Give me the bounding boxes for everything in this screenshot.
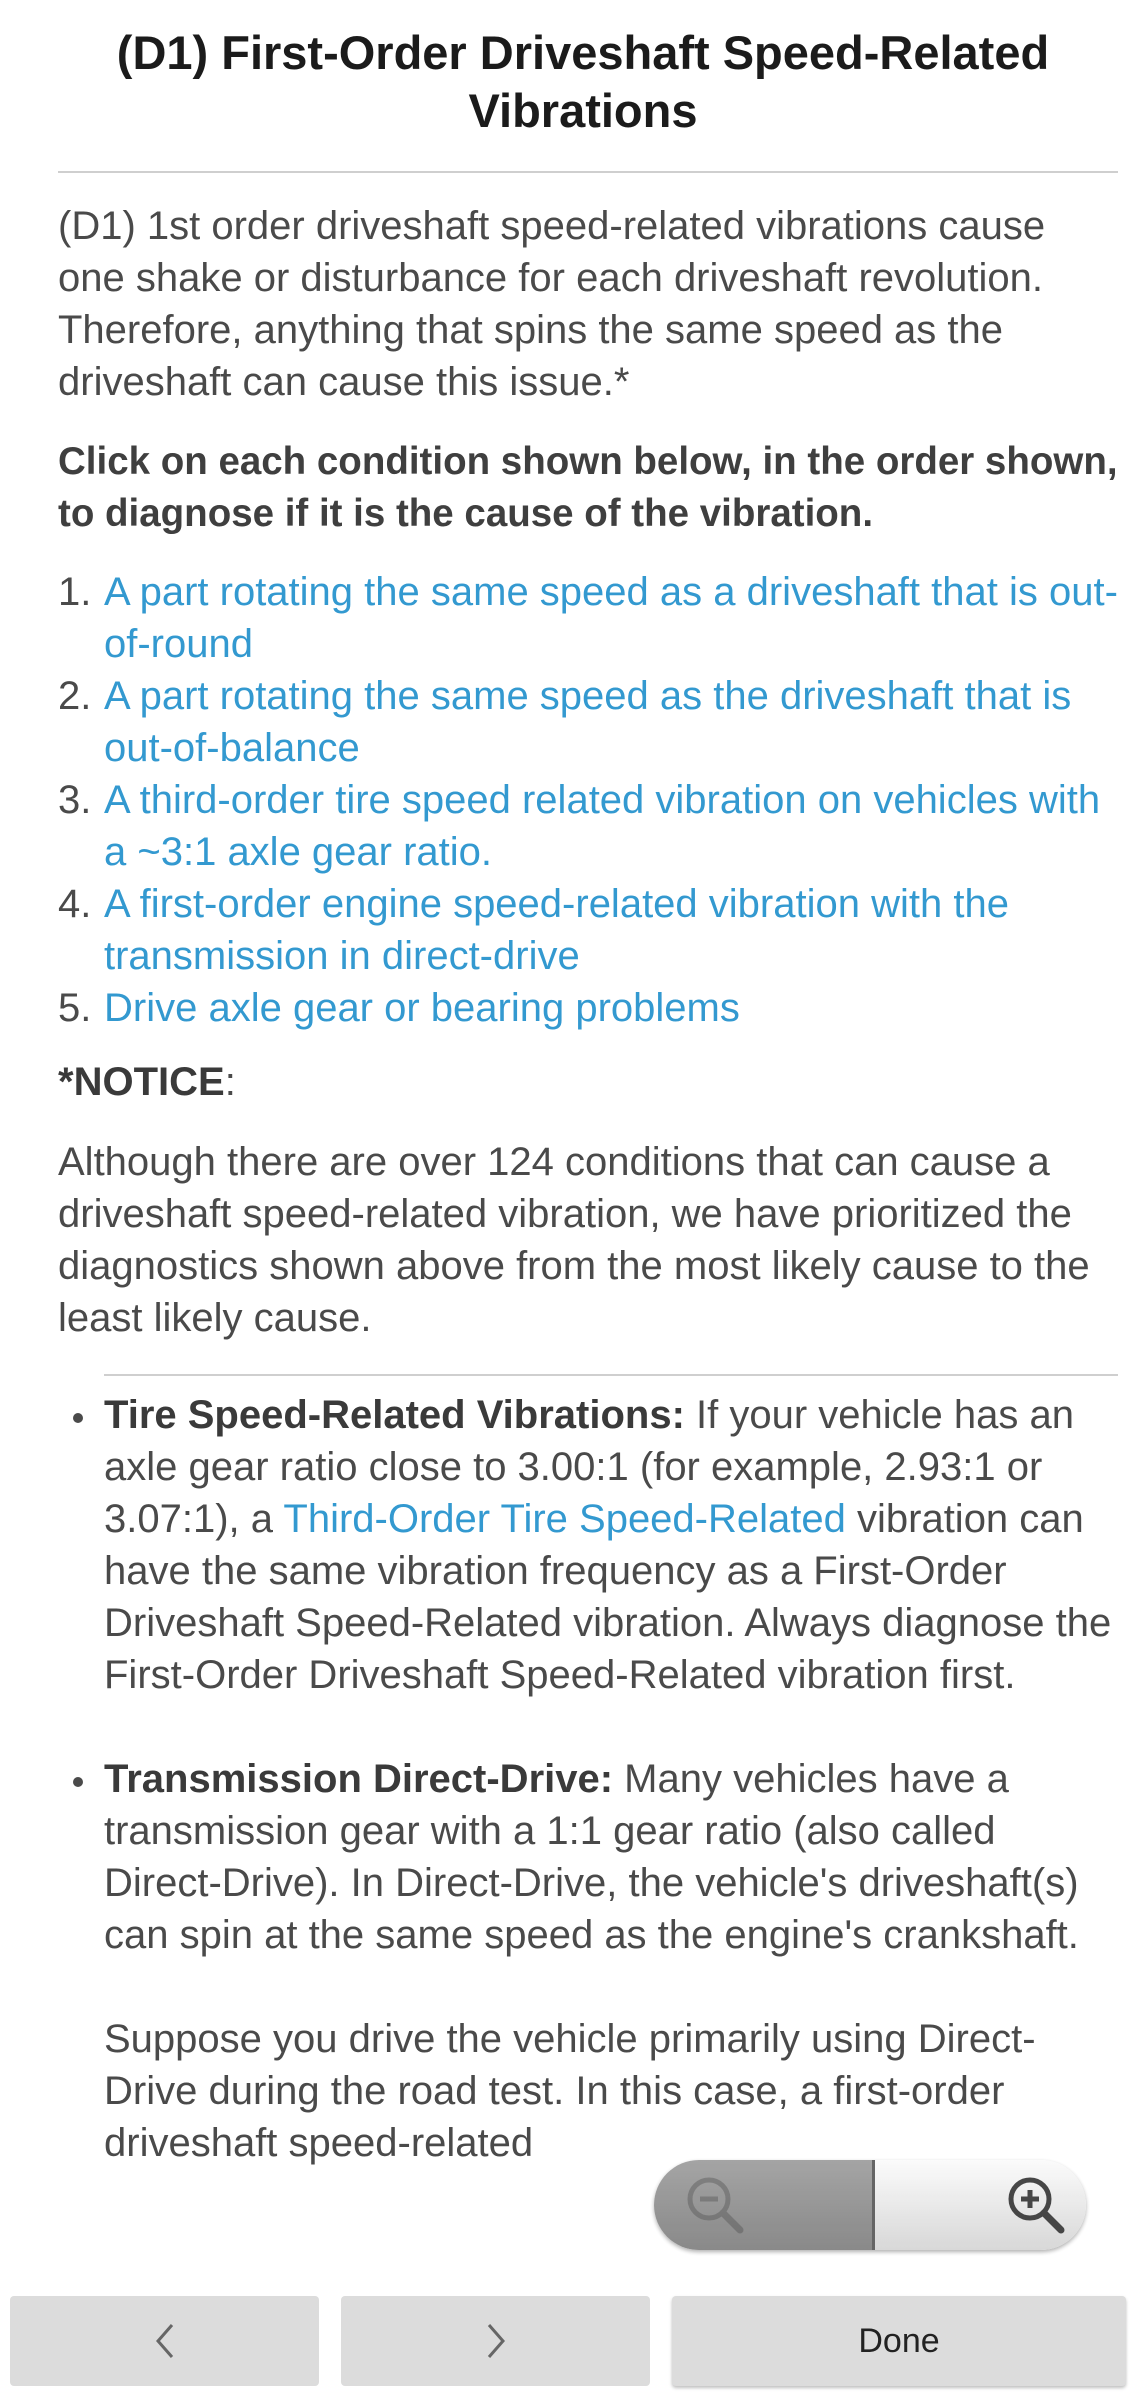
list-number: 1. [58,570,92,614]
list-item [58,878,1118,982]
list-item [58,670,1118,774]
bullet-heading: Transmission Direct-Drive: [104,1757,614,1801]
list-item [58,982,1118,1034]
zoom-in-icon [1005,2174,1067,2236]
previous-button[interactable] [10,2296,319,2386]
chevron-right-icon [485,2321,507,2361]
bottom-navigation [0,2268,1135,2400]
zoom-out-button[interactable] [654,2160,872,2250]
notes-list [104,1389,1114,2169]
next-button[interactable] [341,2296,650,2386]
title-divider [58,171,1118,173]
list-item [104,1389,1114,1701]
condition-link-5[interactable]: Drive axle gear or bearing problems [104,986,740,1030]
zoom-in-button[interactable] [875,2160,1086,2250]
notice-label: *NOTICE [58,1060,225,1104]
bullet-dot [73,1413,83,1423]
list-spacer [104,1701,1114,1753]
chevron-left-icon [154,2321,176,2361]
condition-link-2[interactable]: A part rotating the same speed as the driveshaft that is out-of-balance [104,674,1072,770]
paragraph-spacer [104,1961,1114,2013]
list-item [58,774,1118,878]
condition-link-4[interactable]: A first-order engine speed-related vibration with the transmission in direct-drive [104,882,1009,978]
done-button[interactable]: Done [672,2296,1126,2386]
zoom-out-icon [684,2174,746,2236]
bullet-heading: Tire Speed-Related Vibrations: [104,1393,685,1437]
notice-heading [58,1056,236,1108]
list-item [58,566,1118,670]
list-item [104,1753,1114,2169]
notice-paragraph: Although there are over 124 conditions that can cause a driveshaft speed-related vibration, we have prioritized the diagnostics shown above from the most likely cause to the least likely cause. [58,1140,1090,1340]
bullet-dot [73,1777,83,1787]
condition-link-3[interactable]: A third-order tire speed related vibration on vehicles with a ~3:1 axle gear ratio. [104,778,1101,874]
intro-paragraph: (D1) 1st order driveshaft speed-related vibrations cause one shake or disturbance for each driveshaft revolution. Therefore, anything that spins the same speed as the driveshaft can cause this issue.* [58,204,1046,404]
zoom-control [654,2160,1086,2250]
page-title: (D1) First-Order Driveshaft Speed-Related Vibrations [116,26,1050,137]
condition-link-1[interactable]: A part rotating the same speed as a driveshaft that is out-of-round [104,570,1118,666]
conditions-list [58,566,1118,1034]
bullet-text: Many vehicles have a transmission gear with a 1:1 gear ratio (also called Direct-Drive). In Direct-Drive, the vehicle's driveshaft(s) can spin at the same speed as the engine's crankshaft. [104,1757,1079,1957]
instruction-text: Click on each condition shown below, in the order shown, to diagnose if it is the cause of the vibration. [58,440,1118,535]
third-order-tire-link[interactable]: Third-Order Tire Speed-Related [283,1497,846,1541]
list-number: 4. [58,882,92,926]
list-number: 2. [58,674,92,718]
list-number: 5. [58,986,92,1030]
bullet-text: vibration can have the same vibration frequency as a First-Order Driveshaft Speed-Related vibration. Always diagnose the First-Order Driveshaft Speed-Related vibration first. [104,1497,1112,1697]
notice-divider [104,1374,1118,1376]
notice-colon: : [224,1060,236,1104]
bullet-text: If your vehicle has an axle gear ratio close to 3.00:1 (for example, 2.93:1 or 3.07:1), a [104,1393,1075,1541]
bullet-text-continued: Suppose you drive the vehicle primarily using Direct-Drive during the road test. In this case, a first-order driveshaft speed-related [104,2017,1036,2165]
list-number: 3. [58,778,92,822]
